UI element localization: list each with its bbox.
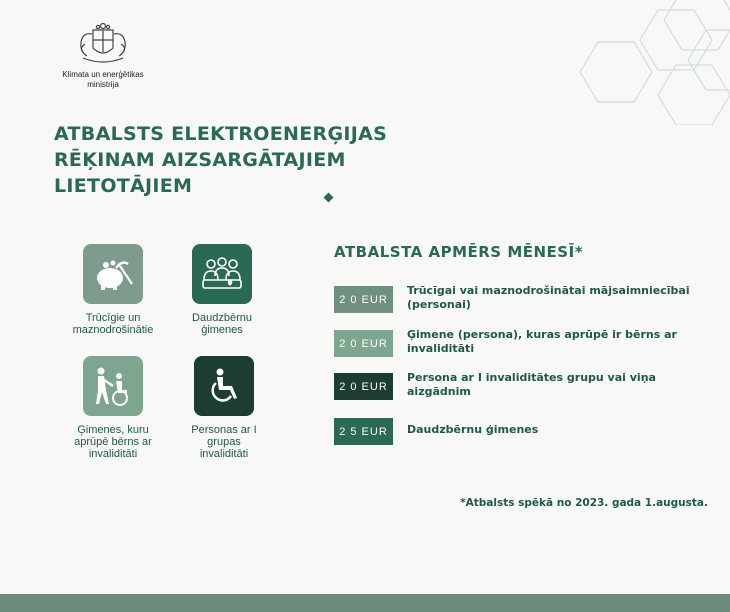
category-label: Ģimenes, kuru aprūpē bērns ar invaliditāti <box>74 424 152 460</box>
amount-badge: 2 0 EUR <box>334 330 393 357</box>
support-row <box>334 284 694 316</box>
amount-badge: 2 0 EUR <box>334 373 393 400</box>
piggy-bank-icon <box>83 244 143 304</box>
category-label: Daudzbērnu ģimenes <box>192 312 252 336</box>
ministry-name: Klimata un enerģētikas ministrija <box>62 70 144 89</box>
category-label: Personas ar I grupas invaliditāti <box>191 424 257 460</box>
category-families-disabled-child <box>58 356 168 460</box>
amount-badge: 2 0 EUR <box>334 286 393 313</box>
support-row <box>334 416 694 448</box>
ministry-logo <box>48 22 158 90</box>
wheelchair-icon <box>194 356 254 416</box>
coat-of-arms-icon <box>75 22 131 66</box>
support-row <box>334 371 694 403</box>
category-low-income <box>58 244 168 336</box>
support-heading: ATBALSTA APMĒRS MĒNESĪ* <box>334 243 584 261</box>
support-description: Ģimene (persona), kuras aprūpē ir bērns ar invaliditāti <box>407 328 677 355</box>
caregiver-wheelchair-icon <box>83 356 143 416</box>
category-large-families <box>167 244 277 336</box>
footnote: *Atbalsts spēkā no 2023. gada 1.augusta. <box>460 497 708 509</box>
family-icon <box>192 244 252 304</box>
category-disability-group-1 <box>169 356 279 460</box>
support-description: Daudzbērnu ģimenes <box>407 423 539 436</box>
category-label: Trūcīgie un maznodrošinātie <box>72 312 154 336</box>
bottom-bar <box>0 594 730 612</box>
support-description: Trūcīgai vai maznodrošinātai mājsaimniecībai (personai) <box>407 284 690 311</box>
amount-badge: 2 5 EUR <box>334 418 393 445</box>
support-description: Persona ar I invaliditātes grupu vai viņa aizgādnim <box>407 371 656 398</box>
page-title: ATBALSTS ELEKTROENERĢIJAS RĒĶINAM AIZSARGĀTAJIEM LIETOTĀJIEM <box>54 123 388 197</box>
hexagon-pattern-decoration <box>580 0 730 125</box>
support-row <box>334 328 694 360</box>
